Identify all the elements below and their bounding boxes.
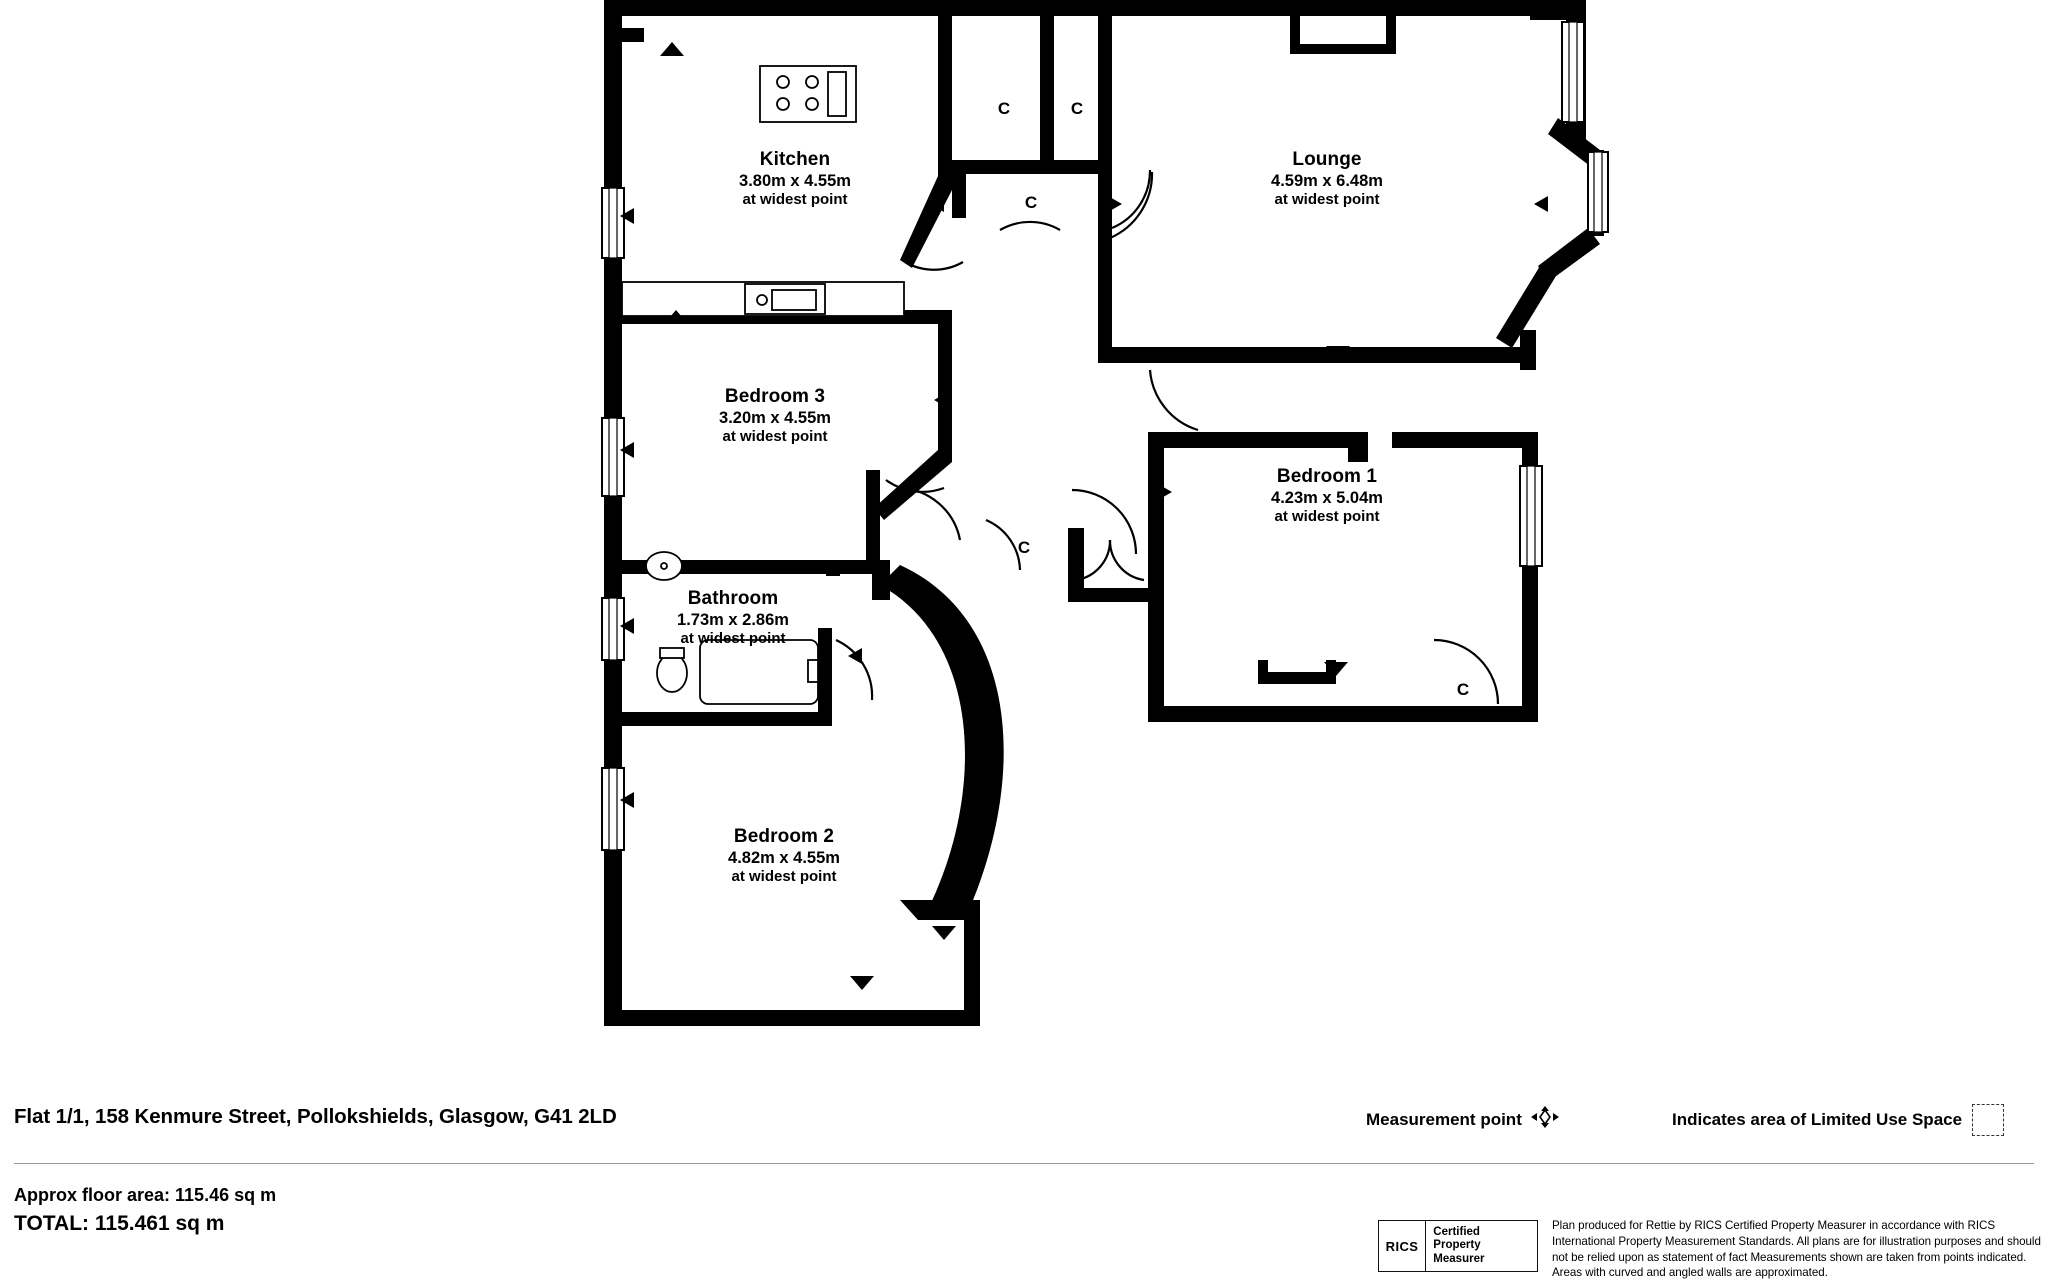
floor-area-block [14, 1185, 276, 1236]
room-label-bedroom-2 [728, 825, 840, 887]
property-address: Flat 1/1, 158 Kenmure Street, Pollokshields, Glasgow, G41 2LD [14, 1105, 617, 1128]
measurement-point-label: Measurement point [1366, 1109, 1522, 1129]
room-dimensions: 1.73m x 2.86m [677, 611, 789, 630]
cupboard-marker: C [1070, 99, 1084, 118]
cupboard-marker: C [1024, 193, 1038, 212]
total-floor-area: TOTAL: 115.461 sq m [14, 1212, 225, 1235]
approx-floor-area: Approx floor area: 115.46 sq m [14, 1185, 277, 1205]
room-name: Bedroom 1 [1276, 466, 1378, 487]
rics-line-1: Certified [1433, 1225, 1480, 1238]
room-name: Bedroom 3 [724, 386, 826, 407]
cupboard-marker: C [1017, 538, 1031, 557]
rics-badge-text [1426, 1226, 1484, 1267]
room-label-bathroom [677, 587, 789, 649]
room-label-bedroom-3 [719, 385, 831, 447]
room-note: at widest point [1274, 508, 1380, 526]
measurement-point-icon [1528, 1104, 1562, 1135]
room-name: Kitchen [759, 149, 831, 170]
room-name: Bathroom [687, 588, 779, 609]
room-dimensions: 4.59m x 6.48m [1271, 172, 1383, 191]
room-dimensions: 4.82m x 4.55m [728, 849, 840, 868]
rics-logo-icon: RICS [1385, 1238, 1419, 1254]
cupboard-marker: C [997, 99, 1011, 118]
room-note: at widest point [742, 191, 848, 209]
cupboard-marker: C [1456, 680, 1470, 699]
room-label-bedroom-1 [1271, 465, 1383, 527]
room-label-lounge [1271, 148, 1383, 210]
plan-footer [0, 1060, 2048, 1280]
limited-use-label: Indicates area of Limited Use Space [1672, 1110, 1963, 1129]
room-note: at widest point [722, 428, 828, 446]
disclaimer-text: Plan produced for Rettie by RICS Certified Property Measurer in accordance with RICS International Property Measurement Standards. All plans are for illustration purposes and should not be relied upon as statement of fact Measurements shown are taken from points indicated. Areas with curved and angled walls are approximated. [1552, 1219, 2041, 1280]
room-dimensions: 4.23m x 5.04m [1271, 489, 1383, 508]
rics-line-3: Measurer [1433, 1252, 1485, 1265]
room-dimensions: 3.20m x 4.55m [719, 409, 831, 428]
room-dimensions: 3.80m x 4.55m [739, 172, 851, 191]
limited-use-swatch-icon [1972, 1104, 2004, 1136]
rics-line-2: Property [1433, 1239, 1481, 1252]
legend-measurement-point [1366, 1104, 1562, 1135]
rics-certification-badge [1378, 1220, 1538, 1272]
footer-divider [14, 1163, 2034, 1164]
room-name: Lounge [1292, 149, 1362, 170]
legend-limited-use-space [1672, 1104, 2004, 1136]
room-label-kitchen [739, 148, 851, 210]
room-note: at widest point [680, 630, 786, 648]
room-name: Bedroom 2 [733, 826, 835, 847]
room-note: at widest point [1274, 191, 1380, 209]
room-note: at widest point [731, 868, 837, 886]
